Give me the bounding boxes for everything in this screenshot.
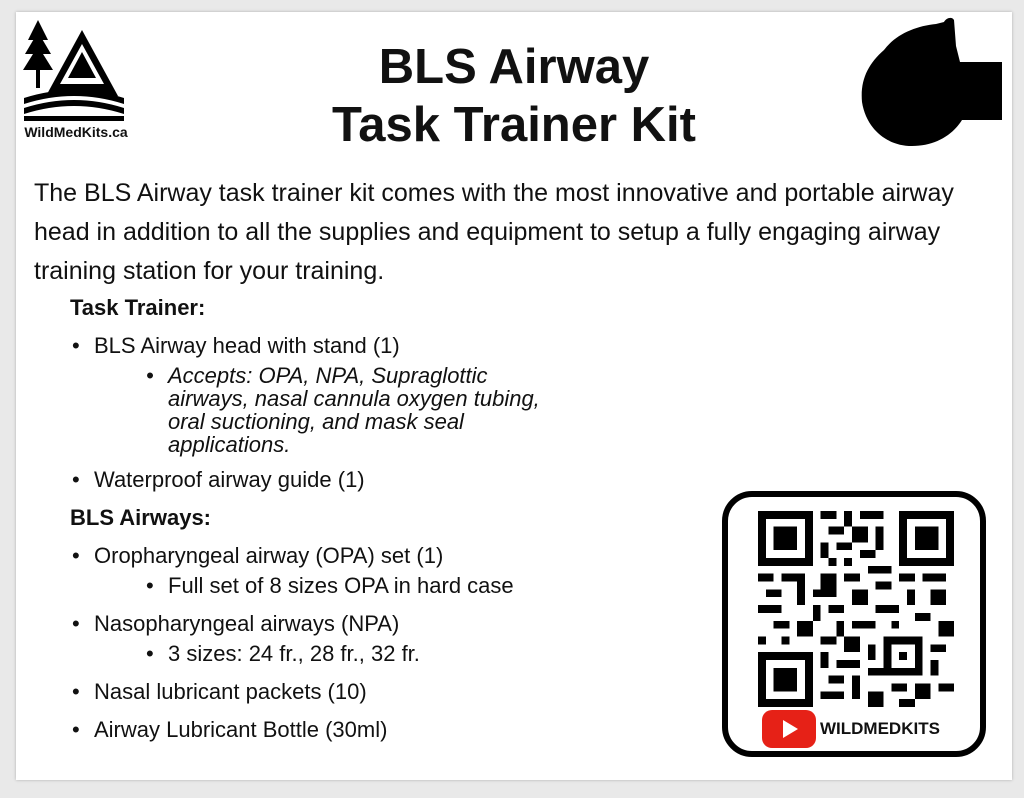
sub-list-item: • 3 sizes: 24 fr., 28 fr., 32 fr. [94, 640, 710, 668]
list-item [70, 678, 710, 706]
list-item [70, 332, 710, 456]
mountain-forest-logo-icon [22, 18, 126, 122]
brand-logo [22, 18, 126, 152]
list-item [70, 466, 710, 494]
list-item-label: Oropharyngeal airway (OPA) set (1) [94, 543, 444, 568]
kit-contents [70, 294, 710, 754]
title-line-1: BLS Airway [378, 40, 650, 94]
list-item-label: Nasopharyngeal airways (NPA) [94, 611, 400, 636]
list-item-label: BLS Airway head with stand (1) [94, 333, 400, 358]
list-item [70, 716, 710, 744]
intro-paragraph: The BLS Airway task trainer kit comes with the most innovative and portable airway head in addition to all the supplies and equipment to setup a fully engaging airway training station for your training. [34, 179, 954, 285]
page-title [196, 38, 832, 154]
list-item-label: Nasal lubricant packets (10) [94, 679, 367, 704]
qr-code-icon [756, 511, 956, 707]
title-line-2: Task Trainer Kit [331, 98, 696, 152]
youtube-icon [762, 710, 816, 748]
section-heading-task-trainer: Task Trainer: [70, 295, 206, 320]
list-item [70, 542, 710, 600]
bls-airways-list [70, 542, 710, 744]
sub-list [94, 640, 710, 668]
list-item [70, 610, 710, 668]
task-trainer-list [70, 332, 710, 494]
list-item-label: Airway Lubricant Bottle (30ml) [94, 717, 388, 742]
sub-list-item: • Accepts: OPA, NPA, Supraglottic airways, nasal cannula oxygen tubing, oral suctioning, and mask seal applications. [94, 364, 710, 456]
list-item-label: Waterproof airway guide (1) [94, 467, 365, 492]
sub-list [94, 572, 710, 600]
hand-silhouette-icon [860, 16, 1002, 150]
section-heading-bls-airways: BLS Airways: [70, 505, 212, 530]
brand-logo-text: WildMedKits.ca [24, 124, 128, 140]
youtube-channel-label: WILDMEDKITS [820, 719, 940, 738]
sub-list-item: • Full set of 8 sizes OPA in hard case [94, 572, 710, 600]
qr-code-card[interactable] [722, 491, 986, 757]
document-page [16, 12, 1012, 780]
sub-list [94, 364, 710, 456]
